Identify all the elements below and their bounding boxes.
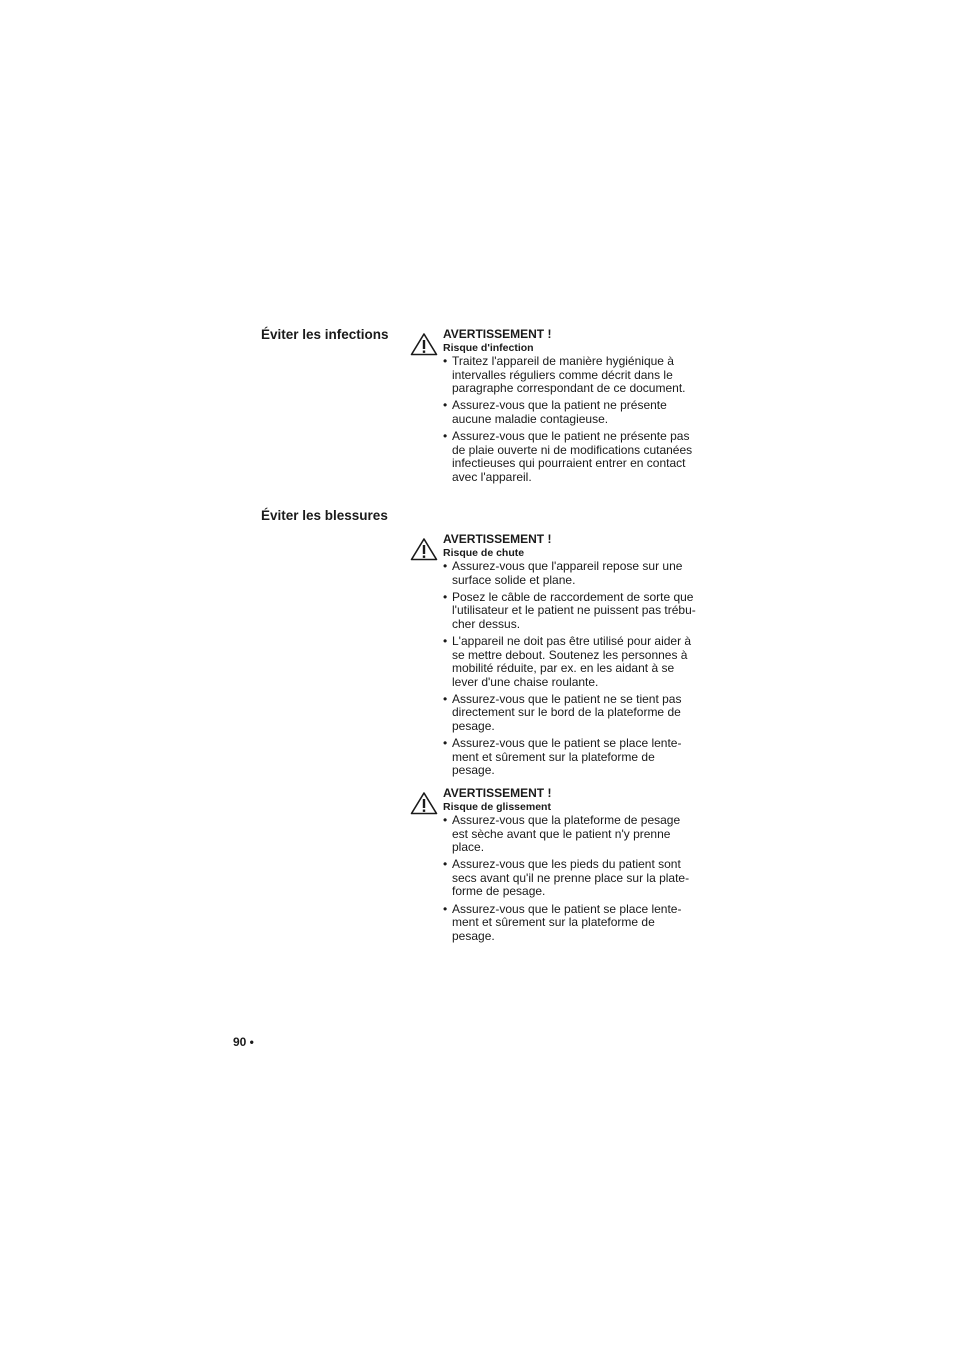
warning-triangle-icon bbox=[410, 332, 438, 356]
list-item: • Assurez-vous que le patient ne se tient pas directement sur le bord de la plateforme de pesage. bbox=[443, 693, 698, 734]
section-heading-infections: Éviter les infections bbox=[261, 327, 389, 342]
warning-risk: Risque de glissement bbox=[443, 801, 551, 813]
warning-risk: Risque d'infection bbox=[443, 342, 534, 354]
warning-list bbox=[443, 355, 698, 484]
list-item: • Assurez-vous que le patient se place lente-ment et sûrement sur la plateforme de pesage. bbox=[443, 737, 698, 778]
warning-title: AVERTISSEMENT ! bbox=[443, 786, 552, 800]
list-item: • Assurez-vous que les pieds du patient sont secs avant qu'il ne prenne place sur la plate-forme de pesage. bbox=[443, 858, 698, 899]
list-item: • Assurez-vous que le patient se place lente-ment et sûrement sur la plateforme de pesage. bbox=[443, 903, 698, 944]
page-number: 90 • bbox=[233, 1035, 254, 1049]
warning-list bbox=[443, 814, 698, 943]
list-item: • L'appareil ne doit pas être utilisé pour aider à se mettre debout. Soutenez les personnes à mobilité réduite, par ex. en les aidant à se lever d'une chaise roulante. bbox=[443, 635, 698, 689]
warning-triangle-icon bbox=[410, 537, 438, 561]
section-heading-injuries: Éviter les blessures bbox=[261, 508, 388, 523]
list-item: • Assurez-vous que le patient ne présente pas de plaie ouverte ni de modifications cutanées infectieuses qui pourraient entrer en contact avec l'appareil. bbox=[443, 430, 698, 484]
list-item: • Traitez l'appareil de manière hygiénique à intervalles réguliers comme décrit dans le paragraphe correspondant de ce document. bbox=[443, 355, 698, 396]
list-item: • Assurez-vous que la patient ne présente aucune maladie contagieuse. bbox=[443, 399, 698, 426]
list-item: • Posez le câble de raccordement de sorte que l'utilisateur et le patient ne puissent pas trébu-cher dessus. bbox=[443, 591, 698, 632]
warning-triangle-icon bbox=[410, 791, 438, 815]
list-item: • Assurez-vous que la plateforme de pesage est sèche avant que le patient n'y prenne place. bbox=[443, 814, 698, 855]
warning-list bbox=[443, 560, 698, 778]
warning-risk: Risque de chute bbox=[443, 547, 525, 559]
warning-title: AVERTISSEMENT ! bbox=[443, 327, 552, 341]
list-item: • Assurez-vous que l'appareil repose sur une surface solide et plane. bbox=[443, 560, 698, 587]
warning-title: AVERTISSEMENT ! bbox=[443, 532, 552, 546]
